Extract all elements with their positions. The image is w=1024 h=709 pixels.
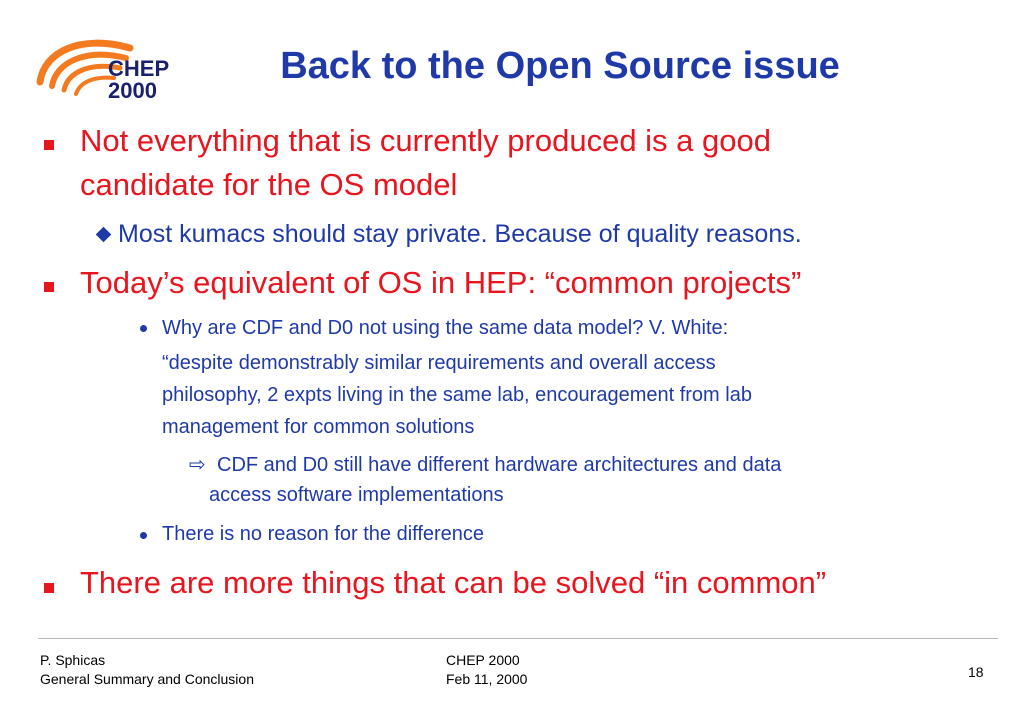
- dot-bullet-icon: [140, 532, 147, 539]
- square-bullet-icon: [44, 140, 54, 150]
- footer-divider: [38, 638, 998, 639]
- logo-text: [108, 58, 169, 102]
- footer-date: Feb 11, 2000: [446, 671, 528, 687]
- arrow-item-line-2: access software implementations: [209, 484, 504, 506]
- logo-text-chep: CHEP: [108, 56, 170, 81]
- square-bullet-icon: [44, 282, 54, 292]
- arrow-item-line-1: CDF and D0 still have different hardware architectures and data: [217, 454, 782, 476]
- quote-line-2: philosophy, 2 expts living in the same lab, encouragement from lab: [162, 384, 752, 406]
- footer-conference: CHEP 2000: [446, 652, 520, 668]
- slide-title: Back to the Open Source issue: [280, 45, 840, 87]
- bullet-1-line-2: candidate for the OS model: [80, 167, 458, 202]
- dot-bullet-icon: [140, 325, 147, 332]
- page-number: 18: [968, 664, 984, 680]
- footer-talk-title: General Summary and Conclusion: [40, 671, 254, 687]
- bullet-3: There are more things that can be solved “in common”: [80, 565, 827, 600]
- bullet-2-sub-1: Why are CDF and D0 not using the same data model? V. White:: [162, 317, 729, 339]
- bullet-1-sub-1: Most kumacs should stay private. Because of quality reasons.: [118, 220, 802, 248]
- chep-2000-logo: [30, 30, 180, 110]
- bullet-2-sub-2: There is no reason for the difference: [162, 523, 485, 545]
- square-bullet-icon: [44, 583, 54, 593]
- quote-line-3: management for common solutions: [162, 416, 475, 438]
- footer-author: P. Sphicas: [40, 652, 106, 668]
- bullet-2: Today’s equivalent of OS in HEP: “common projects”: [80, 265, 802, 300]
- logo-text-year: 2000: [108, 78, 157, 103]
- bullet-1-line-1: Not everything that is currently produced is a good: [80, 123, 771, 158]
- arrow-right-icon: ⇨: [189, 452, 206, 476]
- diamond-bullet-icon: [96, 227, 112, 243]
- quote-line-1: “despite demonstrably similar requirements and overall access: [162, 352, 716, 374]
